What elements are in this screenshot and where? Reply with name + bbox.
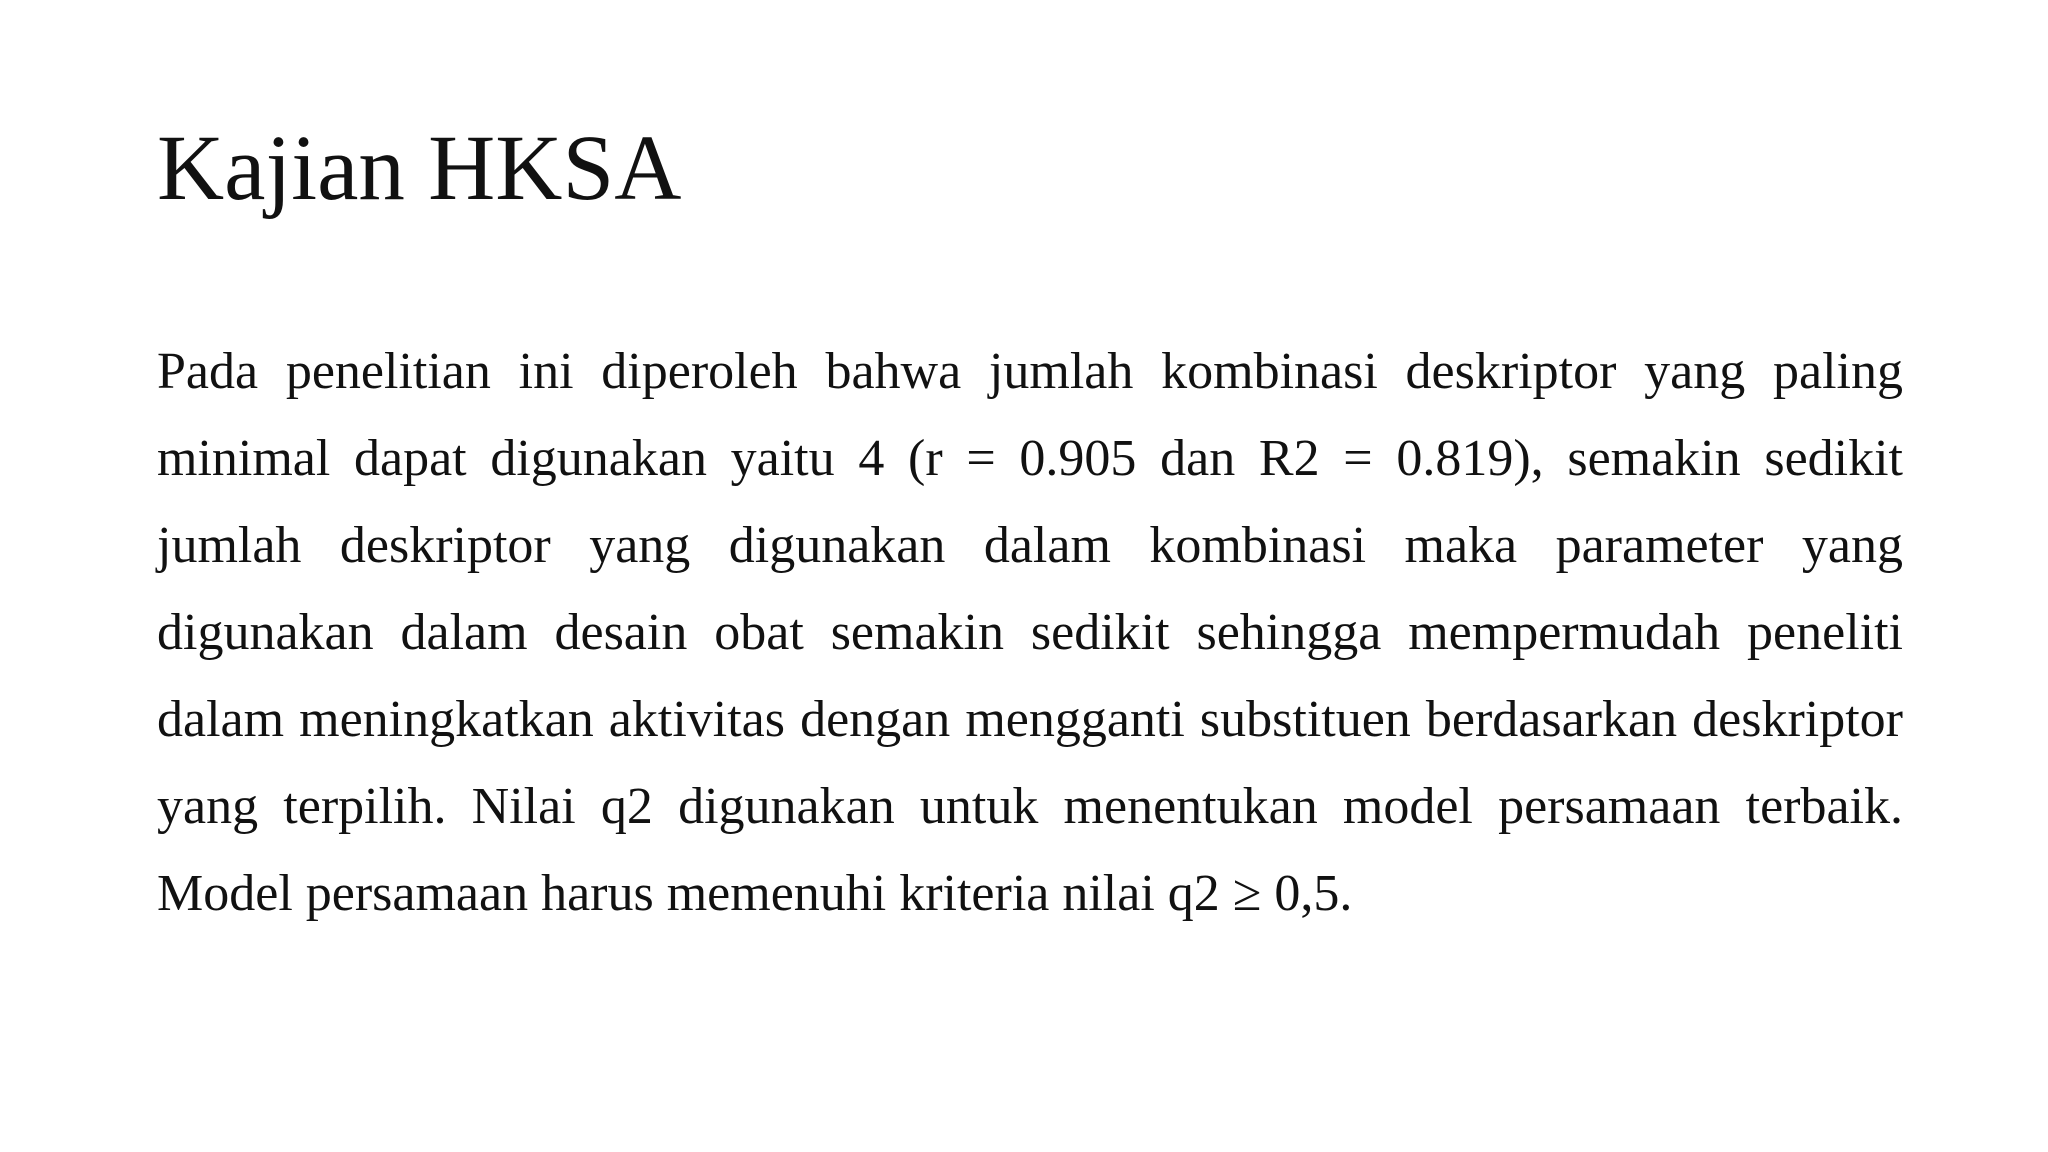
slide-body-paragraph: Pada penelitian ini diperoleh bahwa jumlah kombinasi deskriptor yang paling minimal dapat digunakan yaitu 4 (r = 0.905 dan R2 = 0.819), semakin sedikit jumlah deskriptor yang digunakan dalam kombinasi maka parameter yang digunakan dalam desain obat semakin sedikit sehingga mempermudah peneliti dalam meningkatkan aktivitas dengan mengganti substituen berdasarkan deskriptor yang terpilih. Nilai q2 digunakan untuk menentukan model persamaan terbaik. Model persamaan harus memenuhi kriteria nilai q2 ≥ 0,5. (157, 343, 1903, 922)
slide-title: Kajian HKSA (157, 117, 682, 220)
